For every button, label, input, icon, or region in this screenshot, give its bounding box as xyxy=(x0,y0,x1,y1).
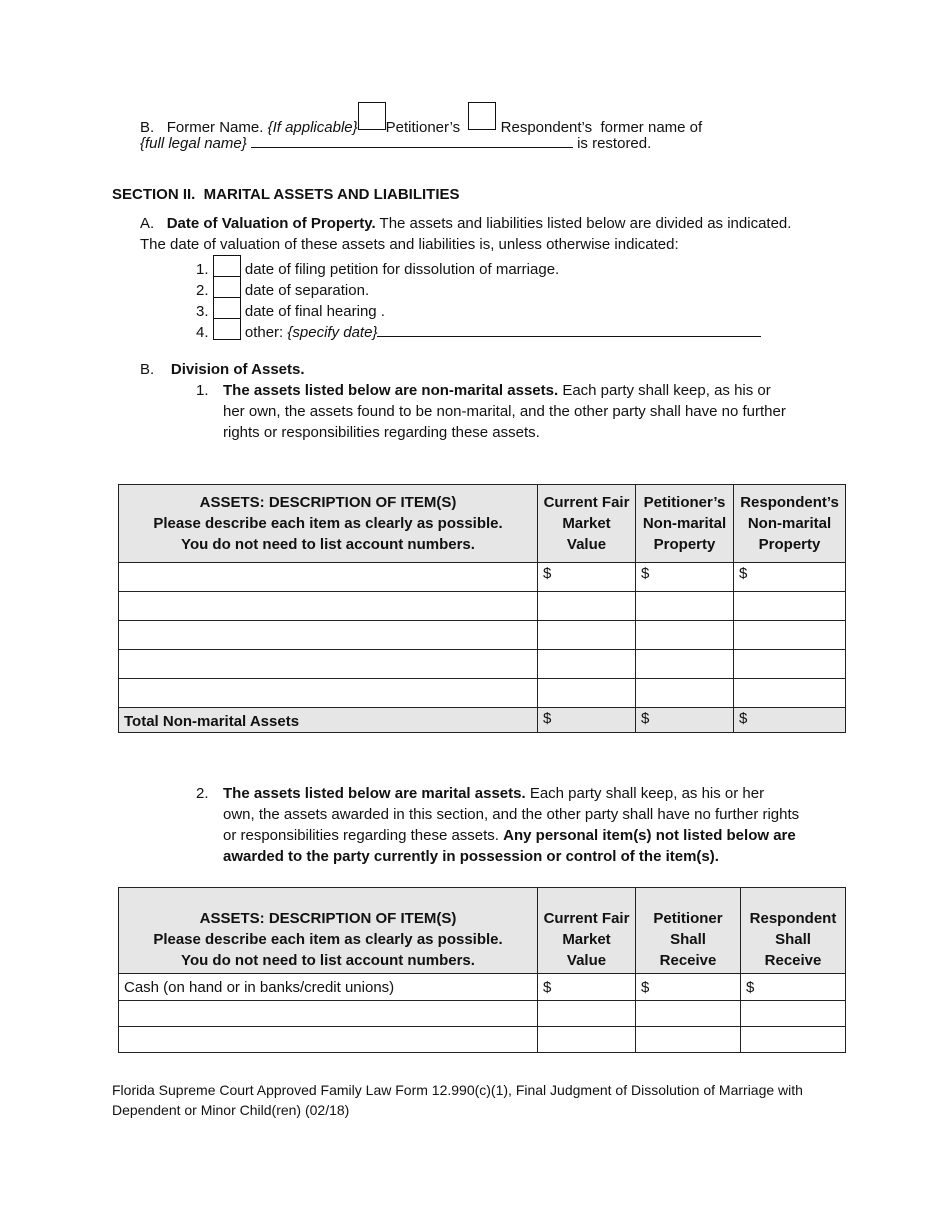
option-1-checkbox[interactable] xyxy=(213,255,241,277)
header-line: Non-marital xyxy=(747,515,832,532)
division-assets-label: B. xyxy=(140,361,155,378)
petitioner-cell[interactable] xyxy=(636,1027,741,1053)
item2-number: 2. xyxy=(196,785,209,802)
header-line: ASSETS: DESCRIPTION OF ITEM(S) xyxy=(199,910,457,927)
respondent-cell[interactable] xyxy=(734,592,846,621)
respondent-cell[interactable] xyxy=(734,679,846,708)
petitioner-cell[interactable] xyxy=(636,1001,741,1027)
respondent-nonmarital-header xyxy=(734,485,846,563)
header-line: You do not need to list account numbers. xyxy=(181,536,475,553)
header-line: Please describe each item as clearly as possible. xyxy=(153,515,503,532)
respondent-label: Respondent’s xyxy=(500,119,593,136)
item2-bold-3: awarded to the party currently in possession or control of the item(s). xyxy=(223,848,719,865)
item1-text-2: her own, the assets found to be non-marital, and the other party shall have no further xyxy=(223,403,786,420)
header-line: Shall Receive xyxy=(764,931,822,969)
header-line: Please describe each item as clearly as possible. xyxy=(153,931,503,948)
header-line: Property xyxy=(653,536,716,553)
option-number: 1. xyxy=(196,261,209,278)
petitioner-label: Petitioner’s xyxy=(385,119,461,136)
description-cell[interactable] xyxy=(119,650,538,679)
respondent-cell[interactable] xyxy=(741,1001,846,1027)
respondent-cell[interactable] xyxy=(741,1027,846,1053)
respondent-cell[interactable]: $ xyxy=(741,974,846,1001)
value-cell[interactable]: $ xyxy=(538,974,636,1001)
option-text: date of separation. xyxy=(244,282,370,299)
section-heading: SECTION II. MARITAL ASSETS AND LIABILITIES xyxy=(112,186,460,203)
header-line: Property xyxy=(758,536,821,553)
item1-text-3: rights or responsibilities regarding these assets. xyxy=(223,424,540,441)
division-assets-title: Division of Assets. xyxy=(170,361,305,378)
form-footer xyxy=(112,1080,832,1120)
description-cell[interactable] xyxy=(119,592,538,621)
date-valuation-text: The assets and liabilities listed below are divided as indicated. xyxy=(379,215,792,232)
item2-text-3: or responsibilities regarding these assets. xyxy=(223,827,499,844)
value-cell[interactable] xyxy=(538,679,636,708)
value-cell[interactable]: $ xyxy=(538,563,636,592)
value-cell[interactable] xyxy=(538,1001,636,1027)
respondent-receive-header xyxy=(741,888,846,974)
footer-line-2: Dependent or Minor Child(ren) (02/18) xyxy=(112,1102,350,1118)
table-row xyxy=(119,1001,846,1027)
header-line: Current Fair xyxy=(543,910,630,927)
fair-market-value-header xyxy=(538,485,636,563)
item2-text xyxy=(223,783,843,867)
header-line: Respondent’s xyxy=(740,494,839,511)
description-header xyxy=(119,485,538,563)
table-row xyxy=(119,1027,846,1053)
value-cell[interactable] xyxy=(538,592,636,621)
header-line: Petitioner’s xyxy=(643,494,726,511)
description-cell[interactable] xyxy=(119,563,538,592)
petitioner-cell[interactable]: $ xyxy=(636,974,741,1001)
table-row xyxy=(119,679,846,708)
petitioner-cell[interactable] xyxy=(636,679,734,708)
date-valuation-line xyxy=(140,213,791,234)
option-4-checkbox[interactable] xyxy=(213,318,241,340)
table-header-row xyxy=(119,888,846,974)
header-line: Value xyxy=(566,536,607,553)
fair-market-value-header xyxy=(538,888,636,974)
date-valuation-title: Date of Valuation of Property. xyxy=(166,215,376,232)
division-assets-line xyxy=(140,359,305,380)
header-line: You do not need to list account numbers. xyxy=(181,952,475,969)
former-name-text: Former Name. xyxy=(166,119,264,136)
if-applicable-note: {If applicable} xyxy=(267,119,358,136)
table-row xyxy=(119,592,846,621)
former-name-label: B. xyxy=(140,119,155,136)
non-marital-assets-table xyxy=(118,484,846,733)
header-line: Non-marital xyxy=(642,515,727,532)
table-row xyxy=(119,563,846,592)
specify-date-label: {specify date} xyxy=(287,324,378,341)
specify-date-field[interactable] xyxy=(377,322,761,337)
total-label: Total Non-marital Assets xyxy=(119,708,538,733)
description-cell[interactable] xyxy=(119,1027,538,1053)
total-row xyxy=(119,708,846,733)
value-cell[interactable] xyxy=(538,650,636,679)
item1-title: The assets listed below are non-marital assets. xyxy=(223,382,559,399)
option-number: 2. xyxy=(196,282,209,299)
description-header xyxy=(119,888,538,974)
option-number: 3. xyxy=(196,303,209,320)
respondent-cell[interactable] xyxy=(734,650,846,679)
header-line: Respondent xyxy=(749,910,837,927)
full-legal-name-label: {full legal name} xyxy=(140,135,247,152)
total-petitioner-cell[interactable]: $ xyxy=(636,708,734,733)
option-2-checkbox[interactable] xyxy=(213,276,241,298)
option-text: date of final hearing . xyxy=(244,303,385,320)
petitioner-nonmarital-header xyxy=(636,485,734,563)
table-row xyxy=(119,650,846,679)
petitioner-cell[interactable]: $ xyxy=(636,563,734,592)
description-cell[interactable] xyxy=(119,1001,538,1027)
petitioner-cell[interactable] xyxy=(636,650,734,679)
option-text: other: xyxy=(244,324,284,341)
marital-assets-table xyxy=(118,887,846,1053)
date-valuation-label: A. xyxy=(140,215,155,232)
full-legal-name-field[interactable] xyxy=(251,133,573,148)
petitioner-checkbox[interactable] xyxy=(358,102,386,130)
table-row xyxy=(119,621,846,650)
header-line: Shall Receive xyxy=(659,931,717,969)
full-legal-name-line xyxy=(140,133,651,154)
item2-bold-2: Any personal item(s) not listed below are xyxy=(503,827,796,844)
table-header-row xyxy=(119,485,846,563)
item1-number: 1. xyxy=(196,382,209,399)
date-valuation-line2: The date of valuation of these assets and liabilities is, unless otherwise indicated: xyxy=(140,236,679,253)
option-3-checkbox[interactable] xyxy=(213,297,241,319)
respondent-cell[interactable]: $ xyxy=(734,563,846,592)
item2-text-1: Each party shall keep, as his or her xyxy=(529,785,765,802)
value-cell[interactable] xyxy=(538,621,636,650)
valuation-option-4 xyxy=(196,318,761,343)
respondent-checkbox[interactable] xyxy=(468,102,496,130)
description-cell[interactable]: Cash (on hand or in banks/credit unions) xyxy=(119,974,538,1001)
header-line: ASSETS: DESCRIPTION OF ITEM(S) xyxy=(199,494,457,511)
option-number: 4. xyxy=(196,324,209,341)
header-line: Value xyxy=(566,952,607,969)
former-name-of-text: former name of xyxy=(600,119,703,136)
header-line: Market xyxy=(562,515,611,532)
petitioner-cell[interactable] xyxy=(636,592,734,621)
header-line: Current Fair xyxy=(543,494,630,511)
header-line: Petitioner xyxy=(653,910,723,927)
option-text: date of filing petition for dissolution of marriage. xyxy=(244,261,560,278)
item1-text xyxy=(223,380,843,443)
value-cell[interactable] xyxy=(538,1027,636,1053)
respondent-cell[interactable] xyxy=(734,621,846,650)
total-value-cell[interactable]: $ xyxy=(538,708,636,733)
is-restored-text: is restored. xyxy=(577,135,652,152)
header-line: Market xyxy=(562,931,611,948)
description-cell[interactable] xyxy=(119,679,538,708)
petitioner-cell[interactable] xyxy=(636,621,734,650)
footer-line-1: Florida Supreme Court Approved Family Law Form 12.990(c)(1), Final Judgment of Dissolution of Marriage with xyxy=(112,1082,803,1098)
item2-text-2: own, the assets awarded in this section, and the other party shall have no further rights xyxy=(223,806,800,823)
total-respondent-cell[interactable]: $ xyxy=(734,708,846,733)
item2-title: The assets listed below are marital assets. xyxy=(223,785,526,802)
table-row xyxy=(119,974,846,1001)
item1-text-1: Each party shall keep, as his or xyxy=(562,382,771,399)
petitioner-receive-header xyxy=(636,888,741,974)
description-cell[interactable] xyxy=(119,621,538,650)
